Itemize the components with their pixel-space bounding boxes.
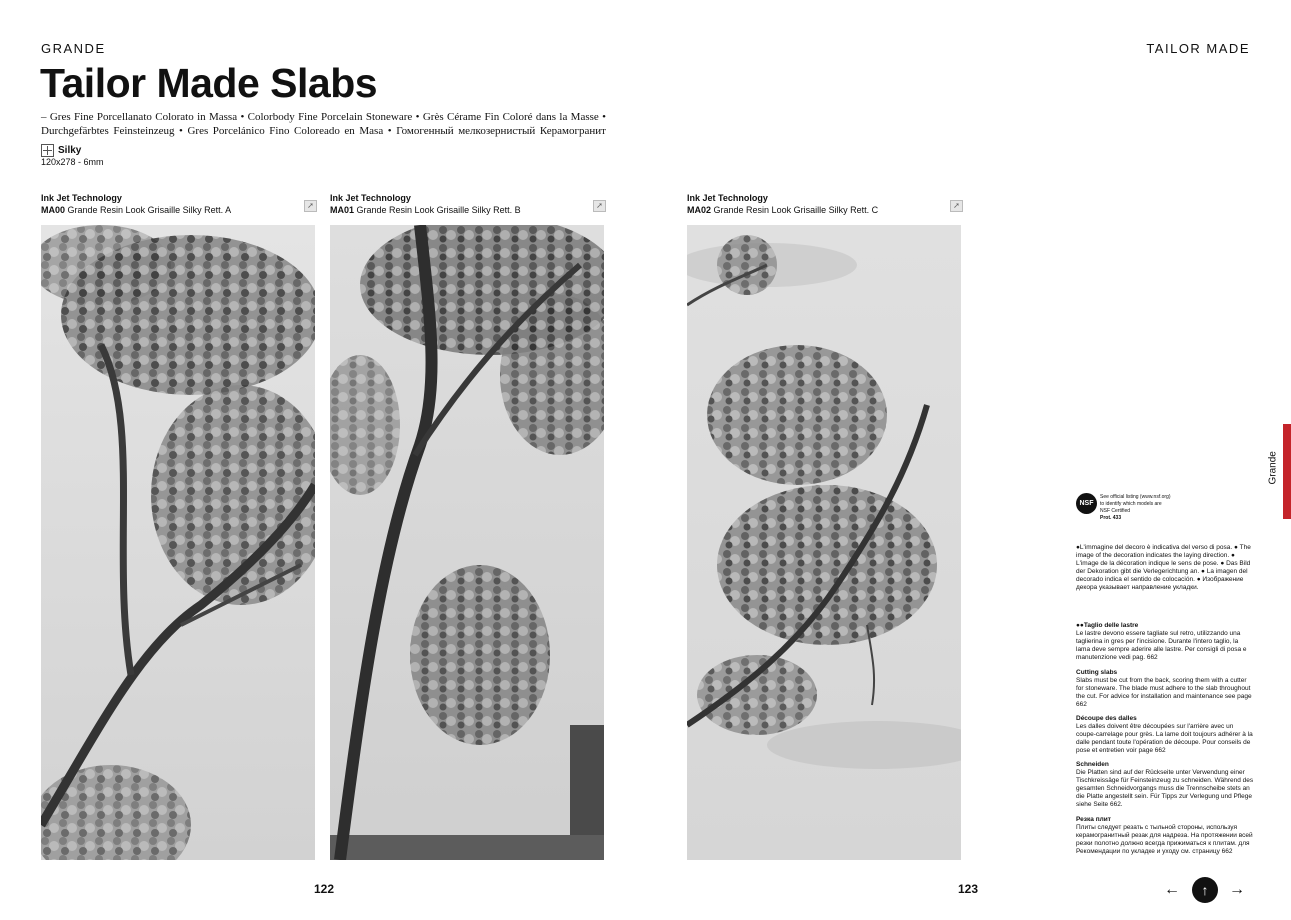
slab-image-ma01[interactable] [330, 225, 604, 860]
product-tech: Ink Jet Technology [687, 193, 768, 203]
product-name: Grande Resin Look Grisaille Silky Rett. B [356, 205, 521, 215]
finish-label: Silky [58, 145, 82, 156]
nsf-line: Prot. 433 [1100, 515, 1122, 521]
arrow-up-icon[interactable]: ↑ [1192, 877, 1218, 903]
note-text: Slabs must be cut from the back, scoring them with a cutter for stoneware. The blade must adhere to the slab throughout the cut. For advice for installation and maintenance see page 662 [1076, 677, 1252, 708]
product-name: Grande Resin Look Grisaille Silky Rett. A [67, 205, 232, 215]
nsf-note [1100, 494, 1190, 522]
product-code: MA01 [330, 205, 355, 215]
arrow-left-icon[interactable]: ← [1164, 881, 1180, 898]
cutting-note-fr [1076, 715, 1254, 755]
section-tab[interactable] [1255, 424, 1291, 519]
laying-note: ●L'immagine del decoro è indicativa del verso di posa. ● The image of the decoration indicates the laying direction. ● L'image de la décoration indique le sens de pose. ● Das Bild der Dekoration gibt die Verlegerichtung an. ● La imagen del decorado indica el sentido de colocación. ● Изображение декора указывает направление укладки. [1076, 544, 1251, 591]
external-link-icon[interactable]: ➚ [950, 200, 963, 212]
slab-image-ma00[interactable] [41, 225, 315, 860]
note-title: Schneiden [1076, 761, 1109, 768]
arrow-right-icon[interactable]: → [1229, 881, 1245, 898]
note-text: Les dalles doivent être découpées sur l'arrière avec un coupe-carrelage pour grès. La lame doit toujours adhérer à la dalle pendant toute l'opération de découpe. Pour conseils de pose et entretien voir page 662 [1076, 723, 1253, 754]
collection-label: TAILOR MADE [1146, 41, 1250, 56]
subtitle-line-2: Durchgefärbtes Feinsteinzeug • Gres Porcelánico Fino Coloreado en Masa • Гомогенный мелкозернистый Керамогранит [41, 125, 606, 137]
cutting-note-ru [1076, 816, 1254, 856]
external-link-icon[interactable]: ➚ [304, 200, 317, 212]
subtitle-line-1: – Gres Fine Porcellanato Colorato in Massa • Colorbody Fine Porcelain Stoneware • Grès Cérame Fin Coloré dans la Masse • [41, 111, 606, 123]
product-code: MA00 [41, 205, 66, 215]
note-text: Плиты следует резать с тыльной стороны, используя керамогранитный резак для надреза. На протяжении всей резки полотно должно всегда прижиматься к плитам. для Рекомендации по укладке и уходу см. страницу 662 [1076, 824, 1253, 855]
product-tech: Ink Jet Technology [330, 193, 411, 203]
nsf-line: to identify which models are [1100, 501, 1162, 507]
surface-icon [41, 144, 54, 157]
external-link-icon[interactable]: ➚ [593, 200, 606, 212]
nsf-line: See official listing (www.nsf.org) [1100, 494, 1171, 500]
nsf-logo: NSF [1076, 493, 1097, 514]
product-code: MA02 [687, 205, 712, 215]
brand-label: GRANDE [41, 41, 106, 56]
product-header-ma02 [687, 192, 878, 216]
page-number-right: 123 [958, 882, 979, 896]
page-title: Tailor Made Slabs [40, 60, 378, 106]
note-text: Le lastre devono essere tagliate sul retro, utilizzando una taglierina in gres per l'incisione. Durante l'intero taglio, la lama deve sempre aderire alle lastre. Per consigli di posa e manutenzione vedi pag. 662 [1076, 630, 1247, 661]
note-title: Резка плит [1076, 816, 1111, 823]
cutting-note-it [1076, 622, 1254, 662]
cutting-note-en [1076, 669, 1254, 709]
slab-image-ma02[interactable] [687, 225, 961, 860]
note-text: Die Platten sind auf der Rückseite unter Verwendung einer Tischkreissäge für Feinsteinzeug zu schneiden. Während des gesamten Schneidvorgangs muss die Trennscheibe stets an die Platte angestellt sein. Für Tipps zur Verlegung und Pflege siehe Seite 662. [1076, 769, 1254, 808]
finish-row [41, 144, 81, 157]
product-name: Grande Resin Look Grisaille Silky Rett. C [713, 205, 879, 215]
page-number-left: 122 [314, 882, 335, 896]
product-header-ma00 [41, 192, 231, 216]
nsf-line: NSF Certified [1100, 508, 1131, 514]
cutting-note-de [1076, 761, 1254, 809]
note-title: Découpe des dalles [1076, 715, 1137, 722]
section-tab-bar [1283, 424, 1291, 519]
note-title: ●●Taglio delle lastre [1076, 622, 1139, 629]
section-tab-label: Grande [1267, 451, 1279, 485]
slab-size: 120x278 - 6mm [41, 157, 104, 167]
product-tech: Ink Jet Technology [41, 193, 122, 203]
note-title: Cutting slabs [1076, 669, 1118, 676]
product-header-ma01 [330, 192, 521, 216]
